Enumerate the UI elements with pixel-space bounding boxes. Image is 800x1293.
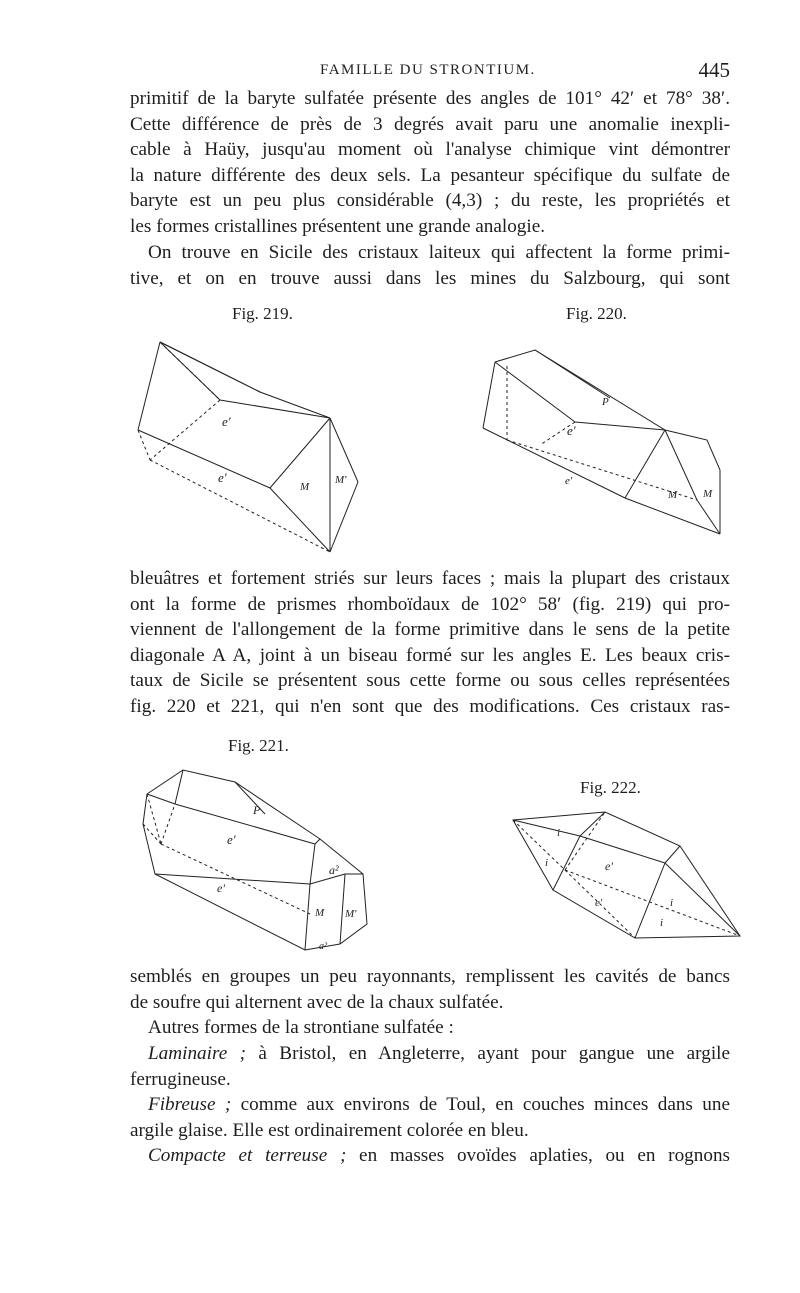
text-line: baryte est un peu plus considérable (4,3) ; du reste, les propriétés et [130, 190, 730, 212]
form-laminaire-line [130, 1041, 730, 1067]
fig-220-label-p: P [602, 396, 609, 408]
fig-219-crystal-drawing [130, 330, 380, 575]
paragraph-2 [130, 240, 730, 291]
fig-220-label-m1: M [668, 489, 678, 501]
text-line: les formes cristallines présentent une grande analogie. [130, 215, 546, 237]
text-line: ont la forme de prismes rhomboïdaux de 102° 58′ (fig. 219) qui pro- [130, 593, 730, 615]
form-compacte-line [130, 1143, 730, 1169]
fig-222-crystal-drawing [505, 808, 745, 953]
fig-221-label-a-upper: a² [329, 863, 339, 877]
fig-220-label-e-upper: e' [567, 423, 576, 438]
fig-219-label-e-upper: e' [222, 414, 231, 429]
text-line: ferrugineuse. [130, 1068, 231, 1090]
fig-221-label-p: P [253, 803, 261, 817]
text-line: On trouve en Sicile des cristaux laiteux qui affectent la forme primi- [148, 242, 730, 263]
fig-222-label-e-lower: e' [595, 897, 603, 909]
text-line: Cette différence de près de 3 degrés avait paru une anomalie inexpli- [130, 113, 730, 135]
form-compacte-term: Compacte et terreuse ; [148, 1145, 347, 1167]
text-line: fig. 220 et 221, qui n'en sont que des modifications. Ces cristaux ras- [130, 695, 730, 717]
text-line: taux de Sicile se présentent sous cette forme ou sous celles représentées [130, 670, 730, 692]
forms-list [130, 1041, 730, 1169]
text-line: bleuâtres et fortement striés sur leurs faces ; mais la plupart des cristaux [130, 568, 730, 589]
fig-221-label-e-upper: e' [227, 832, 236, 847]
fig-221-crystal-drawing [135, 764, 385, 959]
form-fibreuse-term: Fibreuse ; [148, 1094, 232, 1116]
form-compacte-text: en masses ovoïdes aplaties, ou en rognons [346, 1145, 730, 1167]
text-line: argile glaise. Elle est ordinairement colorée en bleu. [130, 1119, 529, 1141]
fig-222-label-i3: i [670, 897, 674, 909]
text-line: cable à Haüy, jusqu'au moment où l'analyse chimique vint démontrer [130, 139, 730, 161]
text-line: primitif de la baryte sulfatée présente des angles de 101° 42′ et 78° 38′. [130, 88, 730, 109]
text-line: de soufre qui alternent avec de la chaux sulfatée. [130, 991, 504, 1013]
fig-222-label-i1: i [557, 827, 561, 839]
text-line: semblés en groupes un peu rayonnants, remplissent les cavités de bancs [130, 966, 730, 987]
fig-219-label-m1: M [300, 481, 310, 493]
fig-222-label-e-upper: e' [605, 859, 613, 873]
text-line: diagonale A A, joint à un biseau formé sur les angles E. Les beaux cris- [130, 644, 730, 666]
running-head-title: FAMILLE DU STRONTIUM. [320, 62, 536, 78]
fig-222-label-i4: i [660, 917, 664, 929]
fig-220-crystal-drawing [475, 340, 735, 545]
paragraph-1 [130, 86, 730, 240]
text-line: Autres formes de la strontiane sulfatée : [148, 1017, 454, 1038]
page-number: 445 [698, 58, 730, 82]
text-line: la nature différente des deux sels. La pesanteur spécifique du sulfate de [130, 164, 730, 186]
form-laminaire-term: Laminaire ; [148, 1043, 247, 1064]
running-head [130, 58, 730, 84]
fig-222-label-i2: i [545, 857, 549, 869]
paragraph-4 [130, 964, 730, 1015]
paragraph-5 [130, 1015, 730, 1041]
text-line: viennent de l'allongement de la forme primitive dans le sens de la petite [130, 619, 730, 641]
fig-219-label-e-lower: e' [218, 470, 227, 485]
fig-220-label-m2: M [703, 488, 713, 500]
form-laminaire-text: à Bristol, en Angleterre, ayant pour gangue une argile [246, 1043, 730, 1064]
text-line: tive, et on en trouve aussi dans les mines du Salzbourg, qui sont [130, 267, 730, 289]
fig-220-label-e-lower: e' [565, 475, 573, 487]
paragraph-3 [130, 566, 730, 720]
form-fibreuse-text: comme aux environs de Toul, en couches minces dans une [231, 1094, 730, 1116]
form-fibreuse-line [130, 1092, 730, 1118]
fig-221-label-a-lower: a² [319, 941, 327, 952]
fig-221-label-e-lower: e' [217, 881, 225, 895]
fig-221-caption: Fig. 221. [228, 736, 289, 755]
fig-221-label-m1: M [315, 907, 325, 919]
fig-220-caption: Fig. 220. [566, 304, 627, 323]
fig-222-caption: Fig. 222. [580, 778, 641, 797]
fig-219-caption: Fig. 219. [232, 304, 293, 323]
fig-219-label-m2: M' [335, 474, 347, 486]
fig-221-label-m2: M' [345, 908, 357, 920]
